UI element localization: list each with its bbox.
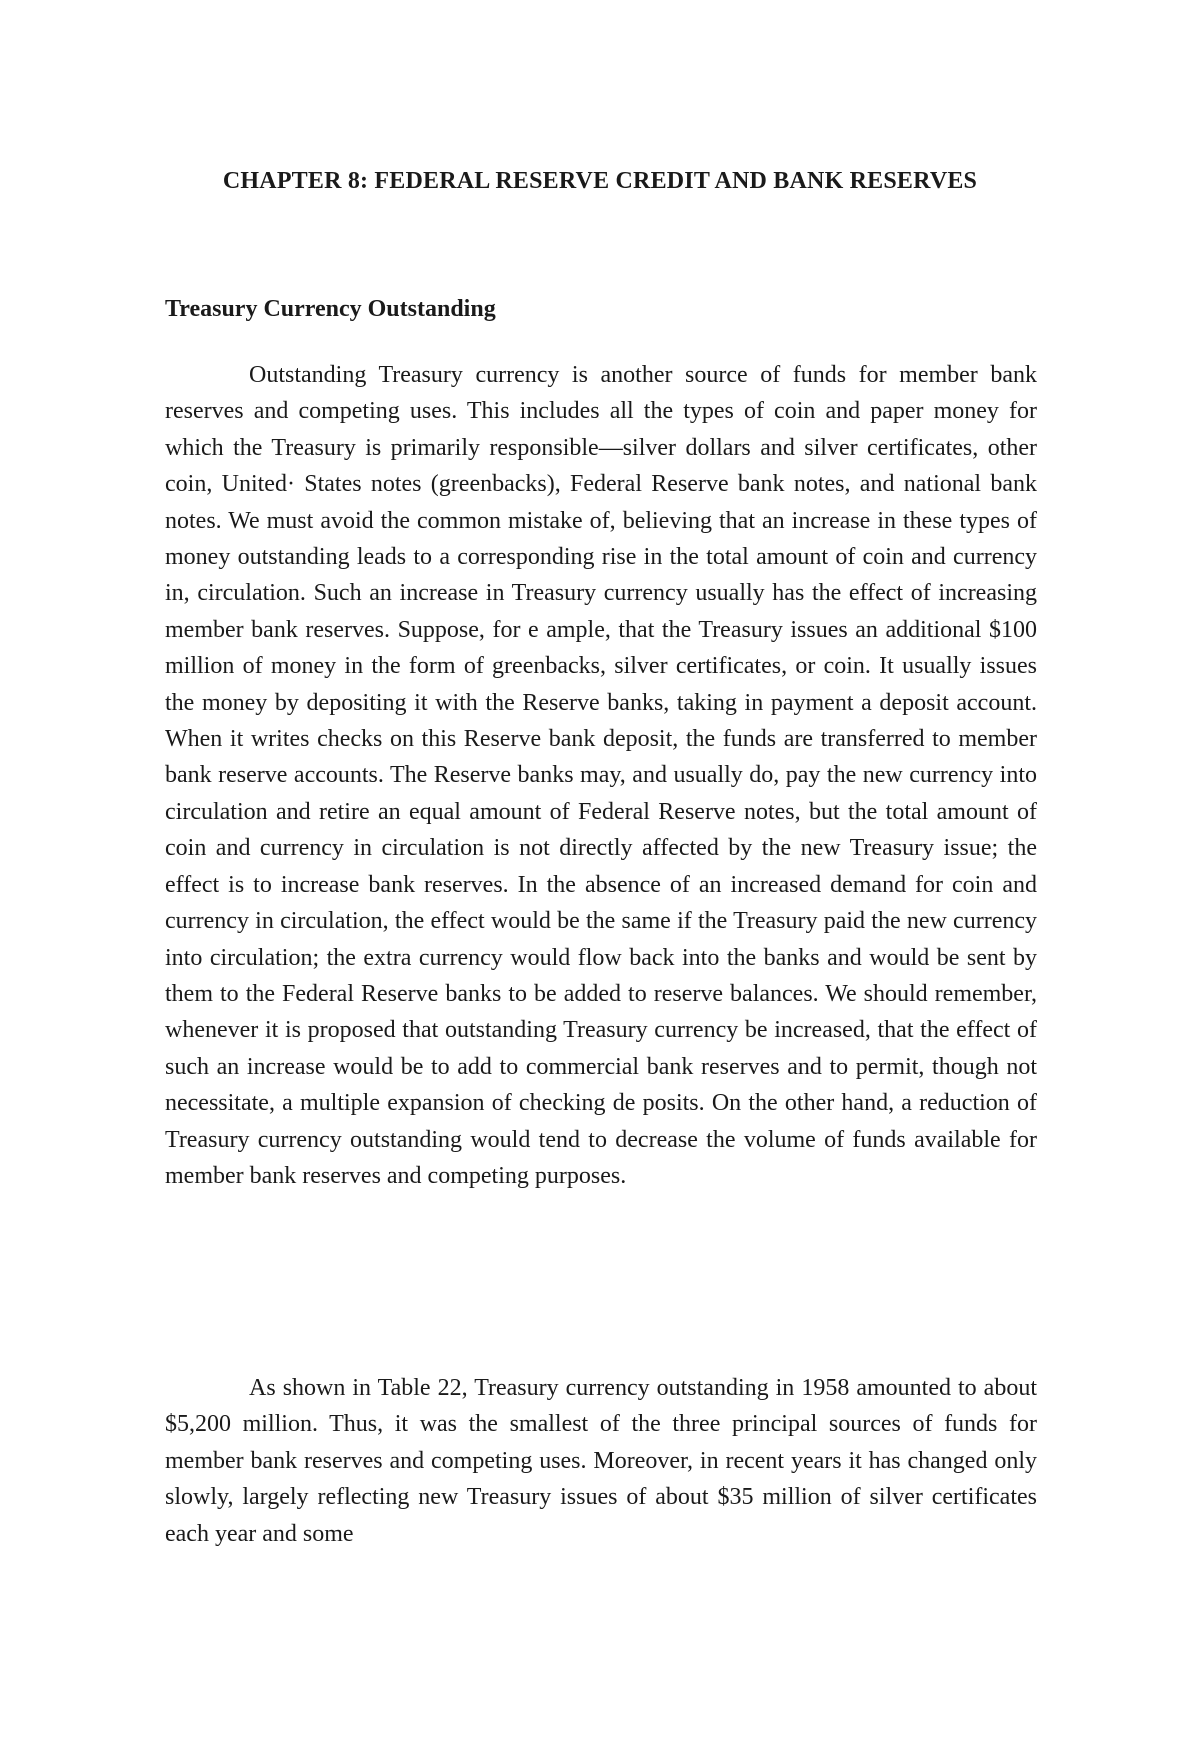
body-paragraph-2: As shown in Table 22, Treasury currency outstanding in 1958 amounted to about $5,200 million. Thus, it was the smallest of the three principal sources of funds for member bank reserves and competing uses. Moreover, in recent years it has changed only slowly, largely reflecting new Treasury issues of about $35 million of silver certificates each year and some: [165, 1375, 1037, 1547]
chapter-title: CHAPTER 8: FEDERAL RESERVE CREDIT AND BANK RESERVES: [222, 168, 978, 194]
body-paragraph-1: Outstanding Treasury currency is another source of funds for member bank reserves and competing uses. This includes all the types of coin and paper money for which the Treasury is primarily responsible—silver dollars and silver certificates, other coin, United· States notes (greenbacks), Federal Reserve bank notes, and national bank notes. We must avoid the common mistake of, believing that an increase in these types of money outstanding leads to a corresponding rise in the total amount of coin and currency in, circulation. Such an increase in Treasury currency usually has the effect of increasing member bank reserves. Suppose, for e ample, that the Treasury issues an additional $100 million of money in the form of greenbacks, silver certificates, or coin. It usually issues the money by depositing it with the Reserve banks, taking in payment a deposit account. When it writes checks on this Reserve bank deposit, the funds are transferred to member bank reserve accounts. The Reserve banks may, and usually do, pay the new currency into circulation and retire an equal amount of Federal Reserve notes, but the total amount of coin and currency in circulation is not directly affected by the new Treasury issue; the effect is to increase bank reserves. In the absence of an increased demand for coin and currency in circulation, the effect would be the same if the Treasury paid the new currency into circulation; the extra currency would flow back into the banks and would be sent by them to the Federal Reserve banks to be added to reserve balances. We should remember, whenever it is proposed that outstanding Treasury currency be increased, that the effect of such an increase would be to add to commercial bank reserves and to permit, though not necessitate, a multiple expansion of checking de posits. On the other hand, a reduction of Treasury currency outstanding would tend to decrease the volume of funds available for member bank reserves and competing purposes.: [165, 362, 1037, 1189]
section-heading: Treasury Currency Outstanding: [165, 296, 496, 322]
